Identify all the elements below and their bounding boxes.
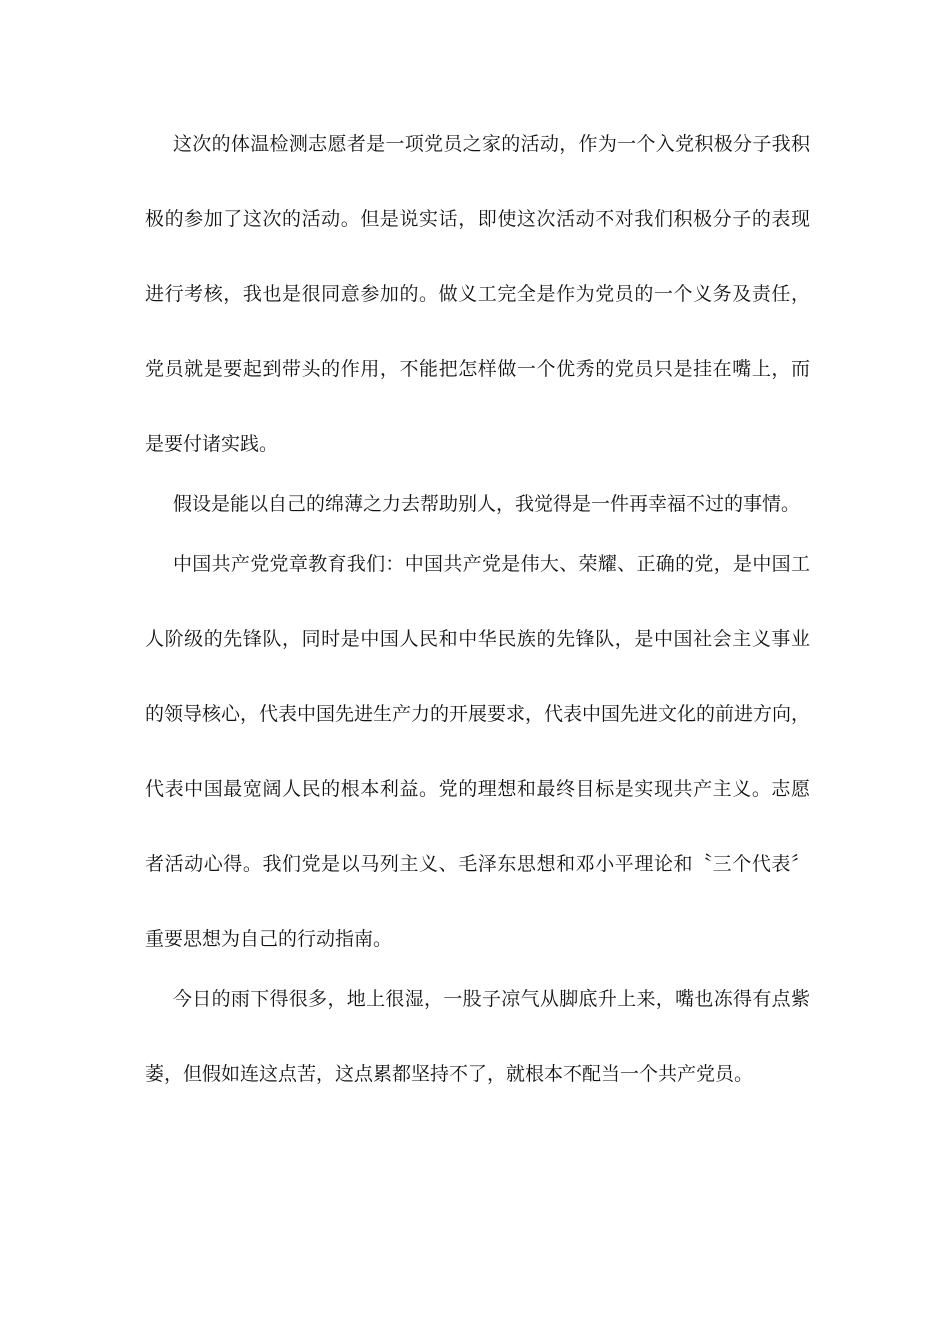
text-line: 中国共产党党章教育我们：中国共产党是伟大、荣耀、正确的党，是中国工 xyxy=(173,553,810,575)
paragraph-helping-others xyxy=(145,485,810,523)
paragraph-volunteer-activity xyxy=(145,125,810,463)
paragraph-rainy-day xyxy=(145,980,810,1093)
text-line: 进行考核，我也是很同意参加的。做义工完全是作为党员的一个义务及责任， xyxy=(145,283,810,305)
text-line: 人阶级的先锋队，同时是中国人民和中华民族的先锋队，是中国社会主义事业 xyxy=(145,628,810,650)
text-line: 极的参加了这次的活动。但是说实话，即使这次活动不对我们积极分子的表现 xyxy=(145,208,810,230)
text-line: 这次的体温检测志愿者是一项党员之家的活动，作为一个入党积极分子我积 xyxy=(173,133,810,155)
document-body xyxy=(145,125,810,1093)
text-line: 的领导核心，代表中国先进生产力的开展要求，代表中国先进文化的前进方向， xyxy=(145,703,811,725)
text-line: 重要思想为自己的行动指南。 xyxy=(145,928,393,950)
text-line: 代表中国最宽阔人民的根本利益。党的理想和最终目标是实现共产主义。志愿 xyxy=(145,778,810,800)
text-line: 党员就是要起到带头的作用，不能把怎样做一个优秀的党员只是挂在嘴上，而 xyxy=(145,358,810,380)
paragraph-party-constitution xyxy=(145,545,810,958)
text-line: 今日的雨下得很多，地上很湿，一股子凉气从脚底升上来，嘴也冻得有点紫 xyxy=(173,988,810,1010)
text-line: 是要付诸实践。 xyxy=(145,433,279,455)
text-line: 萎，但假如连这点苦，这点累都坚持不了，就根本不配当一个共产党员。 xyxy=(145,1063,754,1085)
text-line: 假设是能以自己的绵薄之力去帮助别人，我觉得是一件再幸福不过的事情。 xyxy=(173,493,801,515)
text-line: 者活动心得。我们党是以马列主义、毛泽东思想和邓小平理论和〝三个代表〞 xyxy=(145,853,810,875)
